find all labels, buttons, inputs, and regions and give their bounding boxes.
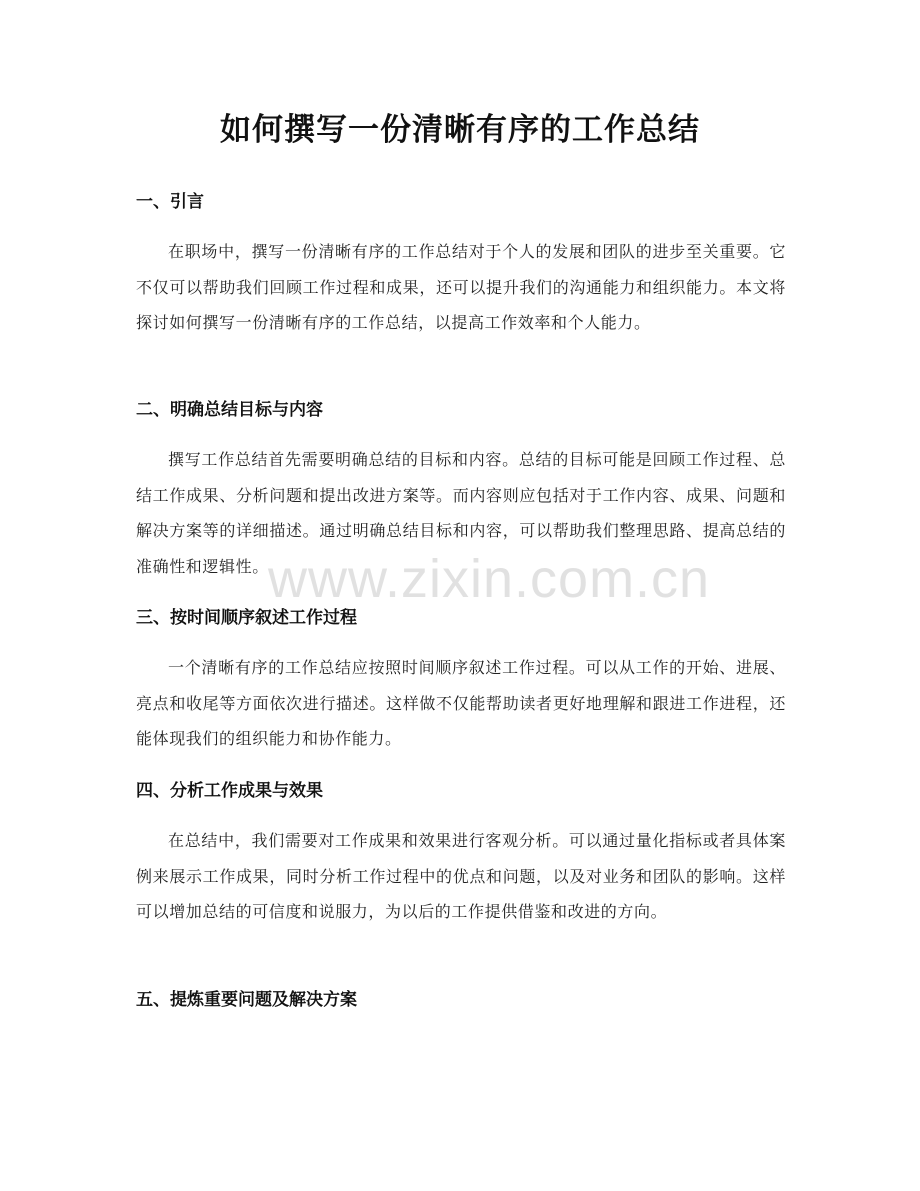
section-heading: 三、按时间顺序叙述工作过程 — [136, 608, 357, 628]
page-title: 如何撰写一份清晰有序的工作总结 — [220, 112, 700, 148]
section-paragraph: 在总结中，我们需要对工作成果和效果进行客观分析。可以通过量化指标或者具体案例来展示工作成果，同时分析工作过程中的优点和问题，以及对业务和团队的影响。这样可以增加总结的可信度和说服力，为以后的工作提供借鉴和改进的方向。 — [136, 831, 786, 921]
section-heading: 四、分析工作成果与效果 — [136, 781, 323, 801]
section-introduction — [136, 190, 786, 341]
watermark-text: www.zixin.com.cn — [268, 549, 711, 609]
section-goals-content — [136, 398, 786, 584]
section-chronological — [136, 606, 786, 757]
section-paragraph: 撰写工作总结首先需要明确总结的目标和内容。总结的目标可能是回顾工作过程、总结工作成果、分析问题和提出改进方案等。而内容则应包括对于工作内容、成果、问题和解决方案等的详细描述。通过明确总结目标和内容，可以帮助我们整理思路、提高总结的准确性和逻辑性。 — [136, 450, 786, 576]
section-problems-solutions — [136, 988, 786, 1012]
section-paragraph: 在职场中，撰写一份清晰有序的工作总结对于个人的发展和团队的进步至关重要。它不仅可以帮助我们回顾工作过程和成果，还可以提升我们的沟通能力和组织能力。本文将探讨如何撰写一份清晰有序的工作总结，以提高工作效率和个人能力。 — [136, 242, 786, 332]
section-paragraph: 一个清晰有序的工作总结应按照时间顺序叙述工作过程。可以从工作的开始、进展、亮点和收尾等方面依次进行描述。这样做不仅能帮助读者更好地理解和跟进工作进程，还能体现我们的组织能力和协作能力。 — [136, 658, 786, 748]
section-heading: 五、提炼重要问题及解决方案 — [136, 990, 357, 1010]
section-heading: 二、明确总结目标与内容 — [136, 400, 323, 420]
section-results-analysis — [136, 779, 786, 930]
section-heading: 一、引言 — [136, 192, 204, 212]
